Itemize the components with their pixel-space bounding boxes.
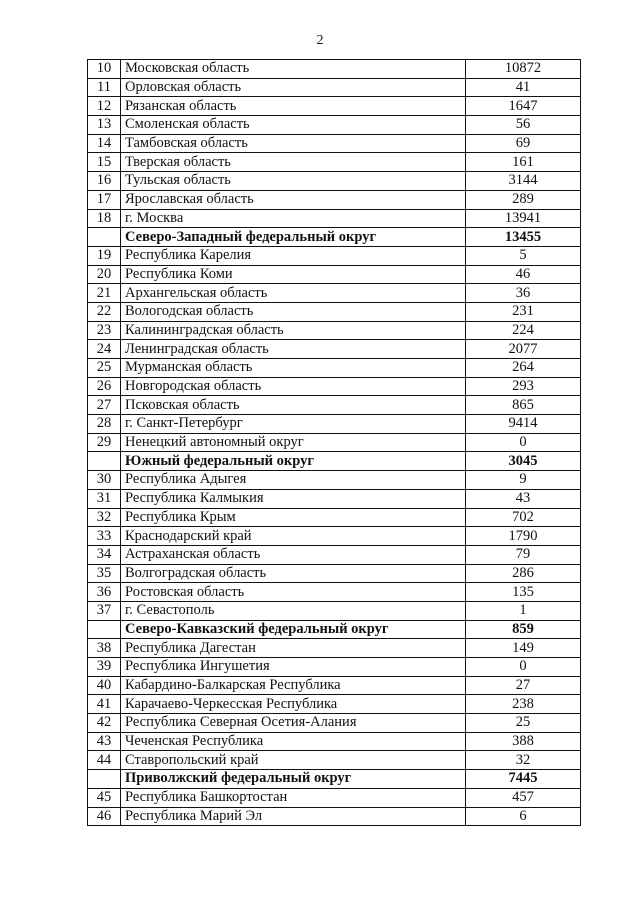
region-name-cell: Ростовская область [121, 583, 466, 602]
value-cell: 0 [466, 433, 581, 452]
value-cell: 5 [466, 246, 581, 265]
value-cell: 0 [466, 658, 581, 677]
table-row [88, 788, 581, 807]
table-row [88, 489, 581, 508]
region-name-cell: Ставропольский край [121, 751, 466, 770]
row-number-cell: 44 [88, 751, 121, 770]
row-number-cell: 13 [88, 116, 121, 135]
district-row [88, 452, 581, 471]
district-name-cell: Северо-Западный федеральный округ [121, 228, 466, 247]
table-row [88, 545, 581, 564]
district-name-cell: Южный федеральный округ [121, 452, 466, 471]
region-name-cell: Мурманская область [121, 359, 466, 378]
row-number-cell: 23 [88, 321, 121, 340]
table-row [88, 714, 581, 733]
table-row [88, 639, 581, 658]
district-row [88, 228, 581, 247]
row-number-cell: 11 [88, 78, 121, 97]
table-row [88, 807, 581, 826]
region-name-cell: Волгоградская область [121, 564, 466, 583]
table-row [88, 676, 581, 695]
value-cell: 32 [466, 751, 581, 770]
value-cell: 79 [466, 545, 581, 564]
row-number-cell: 32 [88, 508, 121, 527]
district-name-cell: Северо-Кавказский федеральный округ [121, 620, 466, 639]
region-name-cell: Московская область [121, 60, 466, 79]
row-number-cell: 31 [88, 489, 121, 508]
value-cell: 149 [466, 639, 581, 658]
page-number: 2 [316, 33, 324, 48]
district-total-cell: 13455 [466, 228, 581, 247]
row-number-cell: 26 [88, 377, 121, 396]
region-name-cell: Республика Башкортостан [121, 788, 466, 807]
table-row [88, 564, 581, 583]
value-cell: 9414 [466, 415, 581, 434]
table-row [88, 377, 581, 396]
region-name-cell: Республика Адыгея [121, 471, 466, 490]
value-cell: 238 [466, 695, 581, 714]
row-number-cell: 36 [88, 583, 121, 602]
region-name-cell: Кабардино-Балкарская Республика [121, 676, 466, 695]
table-row [88, 396, 581, 415]
region-name-cell: Республика Карелия [121, 246, 466, 265]
region-name-cell: Карачаево-Черкесская Республика [121, 695, 466, 714]
value-cell: 13941 [466, 209, 581, 228]
row-number-cell [88, 452, 121, 471]
region-name-cell: Тульская область [121, 172, 466, 191]
region-name-cell: Республика Ингушетия [121, 658, 466, 677]
row-number-cell: 17 [88, 190, 121, 209]
region-name-cell: Тверская область [121, 153, 466, 172]
value-cell: 1647 [466, 97, 581, 116]
table-row [88, 732, 581, 751]
region-name-cell: Тамбовская область [121, 134, 466, 153]
value-cell: 1790 [466, 527, 581, 546]
value-cell: 41 [466, 78, 581, 97]
table-row [88, 284, 581, 303]
row-number-cell: 28 [88, 415, 121, 434]
row-number-cell: 45 [88, 788, 121, 807]
row-number-cell: 39 [88, 658, 121, 677]
row-number-cell: 46 [88, 807, 121, 826]
region-name-cell: Псковская область [121, 396, 466, 415]
table-row [88, 246, 581, 265]
row-number-cell: 12 [88, 97, 121, 116]
region-name-cell: Орловская область [121, 78, 466, 97]
district-total-cell: 7445 [466, 770, 581, 789]
region-name-cell: Республика Калмыкия [121, 489, 466, 508]
row-number-cell: 29 [88, 433, 121, 452]
value-cell: 36 [466, 284, 581, 303]
table-row [88, 433, 581, 452]
region-name-cell: Ненецкий автономный округ [121, 433, 466, 452]
value-cell: 293 [466, 377, 581, 396]
district-name-cell: Приволжский федеральный округ [121, 770, 466, 789]
row-number-cell: 40 [88, 676, 121, 695]
value-cell: 388 [466, 732, 581, 751]
table-body [88, 60, 581, 826]
table-row [88, 60, 581, 79]
table-row [88, 116, 581, 135]
row-number-cell: 35 [88, 564, 121, 583]
region-name-cell: Рязанская область [121, 97, 466, 116]
district-total-cell: 3045 [466, 452, 581, 471]
table-row [88, 172, 581, 191]
region-name-cell: Республика Крым [121, 508, 466, 527]
table-row [88, 153, 581, 172]
row-number-cell: 18 [88, 209, 121, 228]
table-row [88, 601, 581, 620]
table-row [88, 658, 581, 677]
value-cell: 56 [466, 116, 581, 135]
value-cell: 10872 [466, 60, 581, 79]
region-name-cell: Республика Дагестан [121, 639, 466, 658]
table-row [88, 265, 581, 284]
table-row [88, 527, 581, 546]
row-number-cell: 25 [88, 359, 121, 378]
table-row [88, 340, 581, 359]
value-cell: 264 [466, 359, 581, 378]
region-name-cell: Вологодская область [121, 302, 466, 321]
row-number-cell: 22 [88, 302, 121, 321]
table-row [88, 190, 581, 209]
value-cell: 289 [466, 190, 581, 209]
table-row [88, 321, 581, 340]
table-row [88, 695, 581, 714]
table-row [88, 209, 581, 228]
row-number-cell: 37 [88, 601, 121, 620]
row-number-cell: 33 [88, 527, 121, 546]
region-name-cell: Ярославская область [121, 190, 466, 209]
value-cell: 224 [466, 321, 581, 340]
value-cell: 3144 [466, 172, 581, 191]
row-number-cell: 14 [88, 134, 121, 153]
row-number-cell: 24 [88, 340, 121, 359]
value-cell: 27 [466, 676, 581, 695]
region-name-cell: г. Севастополь [121, 601, 466, 620]
value-cell: 161 [466, 153, 581, 172]
table-row [88, 583, 581, 602]
table-row [88, 508, 581, 527]
row-number-cell: 19 [88, 246, 121, 265]
row-number-cell [88, 620, 121, 639]
region-name-cell: Архангельская область [121, 284, 466, 303]
value-cell: 702 [466, 508, 581, 527]
region-name-cell: Краснодарский край [121, 527, 466, 546]
value-cell: 457 [466, 788, 581, 807]
table-row [88, 302, 581, 321]
row-number-cell: 10 [88, 60, 121, 79]
row-number-cell [88, 770, 121, 789]
table-row [88, 359, 581, 378]
value-cell: 43 [466, 489, 581, 508]
row-number-cell: 27 [88, 396, 121, 415]
row-number-cell: 21 [88, 284, 121, 303]
value-cell: 865 [466, 396, 581, 415]
value-cell: 286 [466, 564, 581, 583]
row-number-cell: 43 [88, 732, 121, 751]
row-number-cell: 38 [88, 639, 121, 658]
table-row [88, 134, 581, 153]
row-number-cell [88, 228, 121, 247]
value-cell: 231 [466, 302, 581, 321]
value-cell: 135 [466, 583, 581, 602]
region-name-cell: Калининградская область [121, 321, 466, 340]
row-number-cell: 15 [88, 153, 121, 172]
row-number-cell: 30 [88, 471, 121, 490]
region-table [87, 59, 581, 826]
region-name-cell: г. Москва [121, 209, 466, 228]
region-name-cell: Новгородская область [121, 377, 466, 396]
region-name-cell: Смоленская область [121, 116, 466, 135]
value-cell: 69 [466, 134, 581, 153]
district-total-cell: 859 [466, 620, 581, 639]
table-row [88, 415, 581, 434]
table-row [88, 751, 581, 770]
region-name-cell: Астраханская область [121, 545, 466, 564]
region-name-cell: Чеченская Республика [121, 732, 466, 751]
region-name-cell: Республика Коми [121, 265, 466, 284]
row-number-cell: 41 [88, 695, 121, 714]
region-name-cell: Республика Марий Эл [121, 807, 466, 826]
district-row [88, 620, 581, 639]
row-number-cell: 16 [88, 172, 121, 191]
value-cell: 46 [466, 265, 581, 284]
value-cell: 2077 [466, 340, 581, 359]
table-row [88, 78, 581, 97]
district-row [88, 770, 581, 789]
value-cell: 6 [466, 807, 581, 826]
region-name-cell: Республика Северная Осетия-Алания [121, 714, 466, 733]
region-name-cell: Ленинградская область [121, 340, 466, 359]
row-number-cell: 34 [88, 545, 121, 564]
row-number-cell: 42 [88, 714, 121, 733]
region-name-cell: г. Санкт-Петербург [121, 415, 466, 434]
value-cell: 25 [466, 714, 581, 733]
table-row [88, 471, 581, 490]
value-cell: 9 [466, 471, 581, 490]
table-row [88, 97, 581, 116]
row-number-cell: 20 [88, 265, 121, 284]
value-cell: 1 [466, 601, 581, 620]
